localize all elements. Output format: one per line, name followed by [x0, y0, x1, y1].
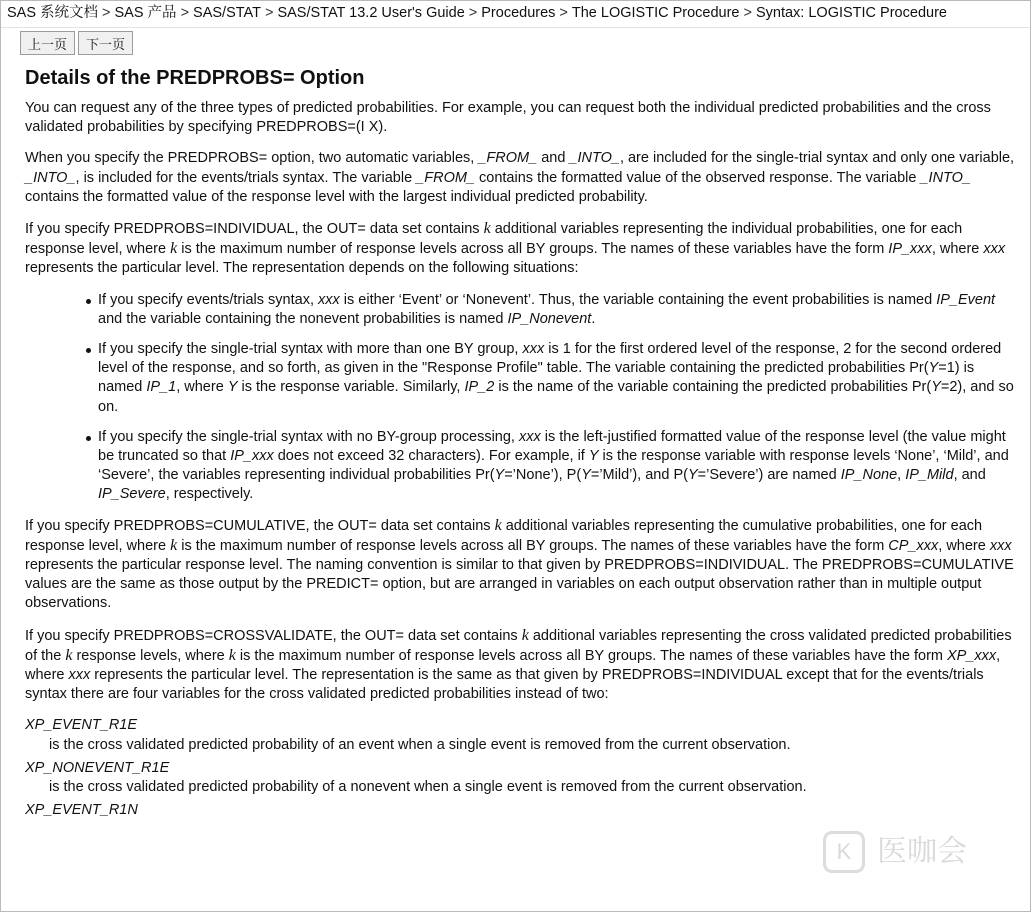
- variable-name: IP_xxx: [230, 448, 274, 465]
- paragraph-cumulative: [25, 516, 1021, 614]
- variable-name: Y: [227, 379, 238, 396]
- prev-page-button[interactable]: 上一页: [20, 31, 75, 55]
- variable-name: IP_2: [464, 379, 495, 396]
- breadcrumb-separator: >: [264, 5, 274, 21]
- text: If you specify the single-trial syntax with more than one BY group,: [98, 341, 523, 358]
- breadcrumb-item-logistic-procedure[interactable]: The LOGISTIC Procedure: [571, 5, 740, 21]
- text: represents the particular response level. The naming convention is similar to that given by PREDPROBS=INDIVIDUAL. The PREDPROBS=CUMULATIVE values are the same as those output by the PREDICT= option, but are arranged in variables on each output observation rather than in multiple output observations.: [25, 557, 1014, 612]
- variable-name: _FROM_: [416, 169, 475, 186]
- text: represents the particular level. The representation is the same as that given by PREDPROBS=INDIVIDUAL except that for the events/trials syntax there are four variables for the cross validated predicted probabilities instead of two:: [25, 667, 984, 703]
- text: is the left-justified formatted value of the response level (the value might be truncated so that: [98, 428, 1006, 465]
- paragraph-automatic-variables: [25, 149, 1021, 207]
- text: If you specify PREDPROBS=CUMULATIVE, the OUT= data set contains: [25, 517, 495, 534]
- math-k: k: [65, 646, 73, 664]
- list-item: [98, 291, 1021, 329]
- variable-name: CP_xxx: [888, 537, 939, 554]
- watermark: [823, 827, 1013, 877]
- variable-name: Y: [588, 448, 599, 465]
- variable-name: IP_1: [146, 379, 177, 396]
- text: , where: [25, 647, 1001, 684]
- definition-term: XP_NONEVENT_R1E: [25, 759, 170, 776]
- variable-name: _INTO_: [920, 169, 971, 186]
- text: and: [537, 150, 570, 167]
- math-k: k: [494, 516, 502, 534]
- text: , respectively.: [165, 486, 254, 503]
- breadcrumb-separator: >: [102, 5, 111, 21]
- variable-name: xxx: [522, 341, 545, 358]
- variable-name: _FROM_: [478, 150, 538, 167]
- pager: [1, 28, 1030, 58]
- text: If you specify events/trials syntax,: [98, 291, 319, 308]
- list-item: [98, 428, 1021, 505]
- text: is the maximum number of response levels across all BY groups. The names of these variables have the form: [235, 647, 947, 664]
- variable-name: IP_None: [840, 467, 898, 484]
- text: and the variable containing the nonevent probabilities is named: [98, 310, 508, 327]
- text: If you specify PREDPROBS=CROSSVALIDATE, the OUT= data set contains: [25, 627, 522, 644]
- text: is the response variable. Similarly,: [237, 379, 465, 396]
- paragraph-individual: [25, 219, 1021, 279]
- variable-name: _INTO_: [569, 150, 620, 167]
- breadcrumb: [1, 1, 1030, 28]
- breadcrumb-separator: >: [743, 5, 752, 21]
- text: , where: [938, 537, 990, 554]
- variable-name: XP_xxx: [947, 647, 997, 664]
- watermark-text: 医咖会: [877, 835, 967, 868]
- watermark-logo-icon: K: [823, 831, 865, 873]
- variable-name: IP_Nonevent: [507, 310, 592, 327]
- text: is the maximum number of response levels across all BY groups. The names of these variables have the form: [177, 241, 889, 258]
- text: , where: [931, 241, 984, 258]
- variable-name: xxx: [518, 428, 541, 445]
- text: additional variables representing the cross validated predicted probabilities of the: [25, 627, 1012, 664]
- text: =’Severe’) are named: [697, 467, 841, 484]
- text: If you specify PREDPROBS=INDIVIDUAL, the OUT= data set contains: [25, 221, 484, 238]
- breadcrumb-separator: >: [559, 5, 568, 21]
- variable-name: Y: [581, 467, 591, 484]
- breadcrumb-item-sas-products[interactable]: SAS 产品: [114, 5, 177, 21]
- text: is the maximum number of response levels across all BY groups. The names of these variables have the form: [177, 537, 889, 554]
- breadcrumb-separator: >: [468, 5, 478, 21]
- definition-description: is the cross validated predicted probability of an event when a single event is removed from the current observation.: [49, 736, 791, 753]
- text: , is included for the events/trials syntax. The variable: [75, 169, 417, 186]
- variable-name: Y: [494, 467, 505, 484]
- list-item: [98, 340, 1021, 417]
- text: , where: [176, 379, 228, 396]
- variable-name: xxx: [68, 667, 91, 684]
- next-page-button[interactable]: 下一页: [78, 31, 133, 55]
- variable-name: IP_Mild: [905, 467, 954, 484]
- text: represents the particular level. The representation depends on the following situations:: [25, 260, 579, 277]
- definition-term: XP_EVENT_R1E: [25, 717, 138, 734]
- variable-name: IP_Severe: [98, 486, 166, 503]
- text: is either ‘Event’ or ‘Nonevent’. Thus, the variable containing the event probabilities is named: [339, 291, 937, 308]
- text: contains the formatted value of the response level with the largest individual predicted probability.: [25, 188, 648, 205]
- variable-name: Y: [687, 467, 698, 484]
- breadcrumb-item-users-guide[interactable]: SAS/STAT 13.2 User's Guide: [277, 5, 465, 21]
- variable-name: xxx: [318, 291, 340, 308]
- math-k: k: [521, 626, 529, 644]
- paragraph-intro: You can request any of the three types of predicted probabilities. For example, you can request both the individual predicted probabilities and the cross validated probabilities by specifying PREDPROBS=(I X).: [25, 100, 991, 136]
- page-title: Details of the PREDPROBS= Option: [25, 67, 365, 89]
- definition-term: XP_EVENT_R1N: [25, 802, 138, 819]
- breadcrumb-item-syntax[interactable]: Syntax: LOGISTIC Procedure: [755, 5, 947, 21]
- text: additional variables representing the individual probabilities, one for each response level, where: [25, 221, 963, 258]
- variable-name: xxx: [983, 241, 1006, 258]
- text: =1) is named: [98, 360, 975, 396]
- text: .: [591, 310, 596, 327]
- text: =’Mild’), and P(: [590, 467, 688, 484]
- breadcrumb-separator: >: [180, 5, 190, 21]
- text: If you specify the single-trial syntax with no BY-group processing,: [98, 428, 519, 445]
- variable-name: IP_xxx: [888, 241, 932, 258]
- math-k: k: [170, 240, 178, 258]
- text: ,: [897, 467, 906, 484]
- math-k: k: [228, 646, 236, 664]
- text: additional variables representing the cumulative probabilities, one for each response level, where: [25, 517, 983, 554]
- text: When you specify the PREDPROBS= option, two automatic variables,: [25, 150, 479, 167]
- text: =2), and so on.: [98, 379, 1014, 415]
- definition-description: is the cross validated predicted probability of a nonevent when a single event is removed from the current observation.: [49, 779, 807, 796]
- paragraph-crossvalidate: [25, 626, 1021, 705]
- breadcrumb-item-sas-docs[interactable]: SAS 系统文档: [7, 5, 99, 21]
- text: contains the formatted value of the observed response. The variable: [475, 169, 921, 186]
- doc-content: [25, 61, 1021, 821]
- math-k: k: [170, 536, 178, 554]
- text: response levels, where: [72, 647, 229, 664]
- variable-name: Y: [928, 360, 939, 377]
- breadcrumb-item-sas-stat[interactable]: SAS/STAT: [193, 5, 261, 21]
- definition-list: [25, 716, 1021, 820]
- breadcrumb-item-procedures[interactable]: Procedures: [481, 5, 556, 21]
- text: =’None’), P(: [504, 467, 582, 484]
- text: is 1 for the first ordered level of the response, 2 for the second ordered level of the response, and so forth, as given in the "Response Profile" table. The variable containing the predicted probabilities Pr(: [98, 341, 1002, 377]
- text: , and: [953, 467, 986, 484]
- variable-name: _INTO_: [25, 169, 76, 186]
- text: is the name of the variable containing the predicted probabilities Pr(: [494, 379, 932, 396]
- text: does not exceed 32 characters). For example, if: [273, 448, 589, 465]
- text: , are included for the single-trial syntax and only one variable,: [619, 150, 1015, 167]
- text: is the response variable with response levels ‘None’, ‘Mild’, and ‘Severe’, the variables representing individual probabilities Pr(: [98, 448, 1009, 484]
- situation-list: [25, 291, 1021, 505]
- variable-name: IP_Event: [936, 291, 996, 308]
- math-k: k: [483, 220, 491, 238]
- variable-name: xxx: [989, 537, 1012, 554]
- variable-name: Y: [931, 379, 941, 396]
